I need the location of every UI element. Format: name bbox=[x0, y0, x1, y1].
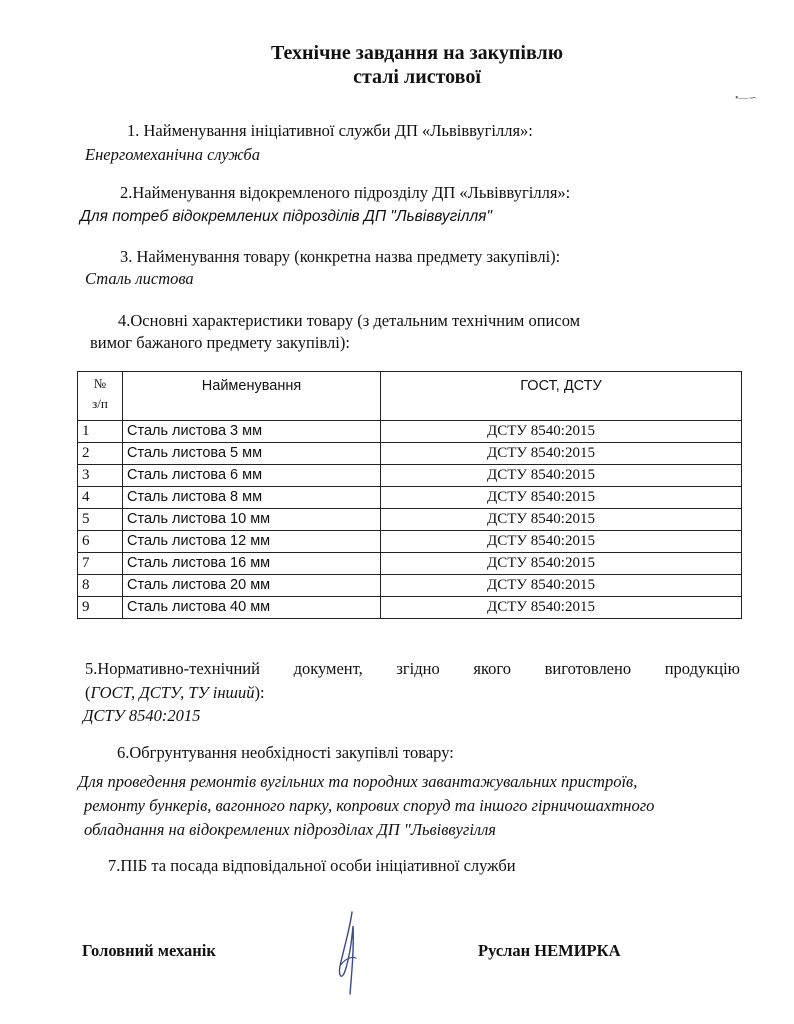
table-row bbox=[78, 421, 742, 443]
row-standard-cell bbox=[381, 443, 742, 465]
row-standard: ДСТУ 8540:2015 bbox=[487, 555, 595, 571]
item-5-answer: ДСТУ 8540:2015 bbox=[83, 706, 201, 725]
item-7-label: 7.ПІБ та посада відповідальної особи ініціативної служби bbox=[108, 856, 516, 875]
handwritten-signature bbox=[322, 908, 372, 998]
row-standard: ДСТУ 8540:2015 bbox=[487, 489, 595, 505]
row-standard-cell bbox=[381, 421, 742, 443]
table-header-row bbox=[78, 372, 742, 421]
item-2-answer: Для потреб відокремлених підрозділів ДП "Львіввугілля" bbox=[80, 208, 492, 225]
row-item-name: Сталь листова 5 мм bbox=[123, 443, 381, 465]
item-3-label: 3. Найменування товару (конкретна назва предмету закупівлі): bbox=[120, 247, 561, 266]
item-4-label-line1: 4.Основні характеристики товару (з детальним технічним описом bbox=[118, 311, 581, 330]
row-item-name: Сталь листова 10 мм bbox=[123, 509, 381, 531]
table-row bbox=[78, 465, 742, 487]
row-standard: ДСТУ 8540:2015 bbox=[487, 533, 595, 549]
header-num-label: № bbox=[93, 376, 107, 391]
margin-mark: •—∽ bbox=[735, 93, 757, 104]
row-standard-cell bbox=[381, 465, 742, 487]
row-standard: ДСТУ 8540:2015 bbox=[487, 577, 595, 593]
row-standard-cell bbox=[381, 487, 742, 509]
table-row bbox=[78, 509, 742, 531]
row-item-name: Сталь листова 6 мм bbox=[123, 465, 381, 487]
row-standard-cell bbox=[381, 597, 742, 619]
table-row bbox=[78, 531, 742, 553]
signatory-name: Руслан НЕМИРКА bbox=[478, 941, 621, 960]
table-row bbox=[78, 553, 742, 575]
item-5-label-italic: ГОСТ, ДСТУ, ТУ інший bbox=[90, 683, 255, 702]
header-std: ГОСТ, ДСТУ bbox=[381, 372, 742, 421]
table-row bbox=[78, 487, 742, 509]
specification-table bbox=[77, 371, 742, 619]
header-name: Найменування bbox=[123, 372, 381, 421]
table-row bbox=[78, 597, 742, 619]
item-6-answer-line3: обладнання на відокремлених підрозділах ДП "Львіввугілля bbox=[84, 820, 496, 839]
row-number: 8 bbox=[78, 575, 123, 597]
row-standard-cell bbox=[381, 553, 742, 575]
row-item-name: Сталь листова 8 мм bbox=[123, 487, 381, 509]
item-1-answer: Енергомеханічна служба bbox=[85, 145, 260, 164]
row-standard-cell bbox=[381, 509, 742, 531]
row-number: 3 bbox=[78, 465, 123, 487]
table-row bbox=[78, 443, 742, 465]
signatory-position: Головний механік bbox=[82, 941, 216, 960]
row-number: 9 bbox=[78, 597, 123, 619]
item-5-label-line1: 5.Нормативно-технічний документ, згідно якого виготовлено продукцію bbox=[85, 659, 740, 678]
row-number: 2 bbox=[78, 443, 123, 465]
row-standard: ДСТУ 8540:2015 bbox=[487, 423, 595, 439]
header-num bbox=[78, 372, 123, 421]
row-number: 4 bbox=[78, 487, 123, 509]
row-number: 6 bbox=[78, 531, 123, 553]
row-standard: ДСТУ 8540:2015 bbox=[487, 445, 595, 461]
row-standard: ДСТУ 8540:2015 bbox=[487, 511, 595, 527]
row-number: 1 bbox=[78, 421, 123, 443]
row-number: 5 bbox=[78, 509, 123, 531]
item-4-label-line2: вимог бажаного предмету закупівлі): bbox=[90, 333, 350, 352]
row-item-name: Сталь листова 16 мм bbox=[123, 553, 381, 575]
row-standard-cell bbox=[381, 575, 742, 597]
row-item-name: Сталь листова 40 мм bbox=[123, 597, 381, 619]
item-6-answer-line1: Для проведення ремонтів вугільних та породних завантажувальних пристроїв, bbox=[78, 772, 638, 791]
row-standard: ДСТУ 8540:2015 bbox=[487, 599, 595, 615]
item-3-answer: Сталь листова bbox=[85, 269, 194, 288]
row-item-name: Сталь листова 20 мм bbox=[123, 575, 381, 597]
row-standard: ДСТУ 8540:2015 bbox=[487, 467, 595, 483]
header-num-sub: з/п bbox=[92, 396, 108, 411]
item-6-label: 6.Обгрунтування необхідності закупівлі товару: bbox=[117, 743, 454, 762]
table-row bbox=[78, 575, 742, 597]
item-6-answer-line2: ремонту бункерів, вагонного парку, копрових споруд та іншого гірничошахтного bbox=[84, 796, 655, 815]
item-1-label: 1. Найменування ініціативної служби ДП «Львіввугілля»: bbox=[127, 121, 533, 140]
item-2-label: 2.Найменування відокремленого підрозділу ДП «Львіввугілля»: bbox=[120, 183, 571, 202]
row-item-name: Сталь листова 3 мм bbox=[123, 421, 381, 443]
item-5-label-line2: (ГОСТ, ДСТУ, ТУ інший): bbox=[85, 683, 265, 702]
row-number: 7 bbox=[78, 553, 123, 575]
document-title-line1: Технічне завдання на закупівлю bbox=[270, 42, 564, 64]
row-item-name: Сталь листова 12 мм bbox=[123, 531, 381, 553]
row-standard-cell bbox=[381, 531, 742, 553]
document-title-line2: сталі листової bbox=[353, 66, 481, 88]
